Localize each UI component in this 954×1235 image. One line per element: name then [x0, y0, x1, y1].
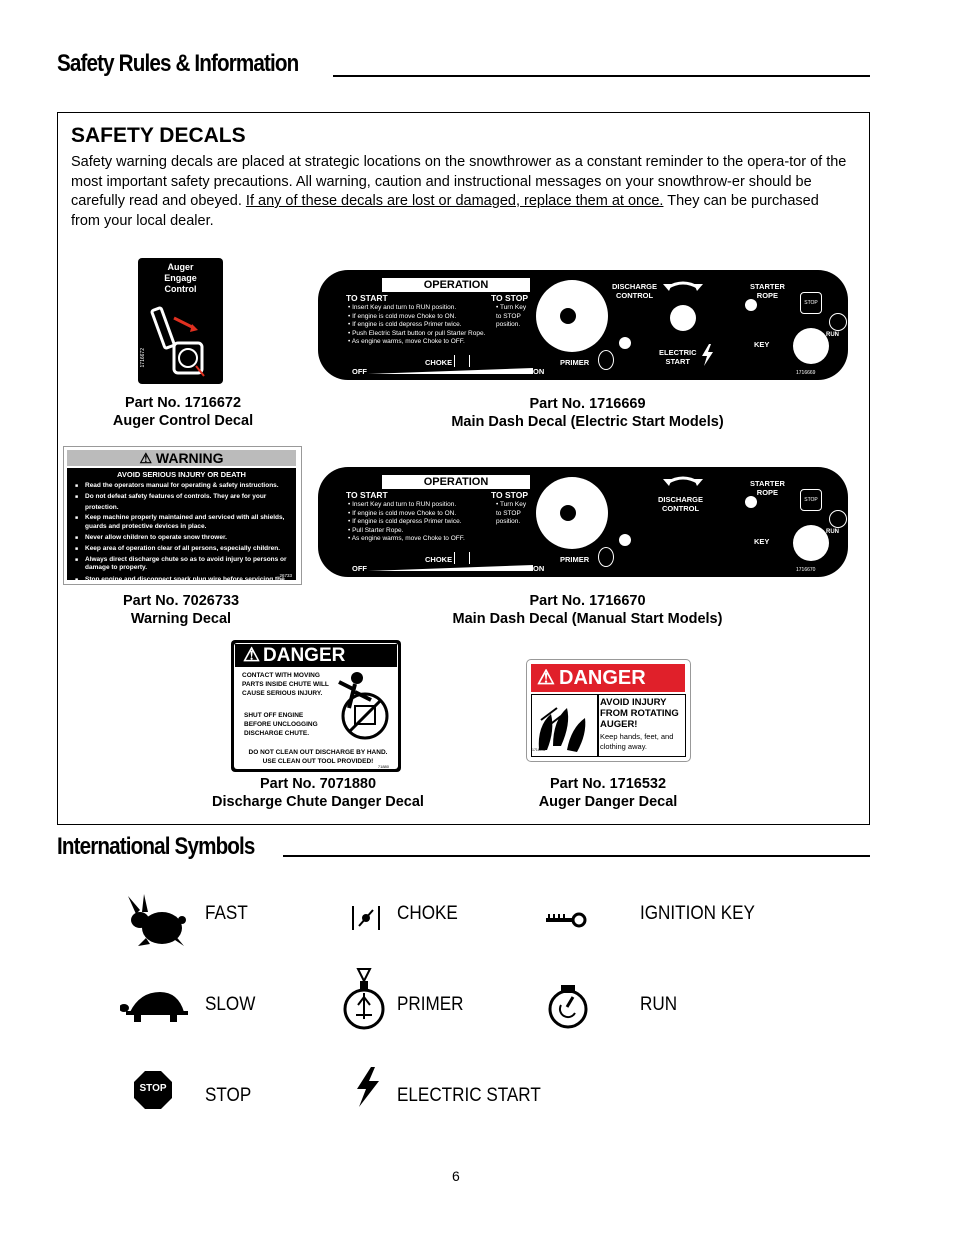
main-dash-manual-part: Part No. 1716670: [529, 593, 646, 609]
safety-decals-intro: [71, 153, 851, 231]
to-start: TO START: [346, 490, 388, 500]
warning-line: ■ Never allow children to operate snow thrower.: [75, 533, 290, 544]
discharge-chute-caption: [198, 775, 438, 811]
main-dash-electric-decal: [318, 270, 848, 380]
page-title: Safety Rules & Information: [57, 50, 299, 77]
international-rule: [283, 855, 870, 857]
to-stop: TO STOP: [491, 490, 529, 500]
start-steps: [348, 304, 485, 347]
start-steps: [348, 501, 465, 544]
step: • Push Electric Start button or pull Starter Rope.: [348, 329, 486, 337]
step: to STOP: [496, 509, 521, 517]
danger-header: [531, 664, 685, 692]
main-dash-electric-name: Main Dash Decal (Electric Start Models): [451, 414, 724, 430]
electric-text: ELECTRIC: [659, 348, 697, 357]
to-stop: TO STOP: [491, 293, 529, 303]
rope-dot: [745, 496, 757, 508]
warning-line: ■ Stop engine and disconnect spark plug wire before servicing the unit.: [75, 575, 290, 597]
run-icon: [547, 983, 589, 1031]
ignition-keyhole: [793, 525, 829, 561]
primer-icon: [598, 547, 614, 567]
auger-label-2: Engage: [164, 273, 197, 283]
step: position.: [496, 518, 521, 525]
intro-end: They can be purchased from your local dealer.: [71, 193, 819, 229]
warning-line: ■ Keep area of operation clear of all persons, especially children.: [75, 544, 290, 555]
choke-icon: [454, 355, 470, 367]
warning-decal: [63, 446, 302, 594]
step: • If engine is cold depress Primer twice.: [348, 321, 462, 328]
choke-slider-track: [368, 564, 533, 572]
auger-danger-decal: [526, 659, 691, 762]
primer-label: PRIMER: [560, 358, 590, 367]
warning-line: ■ Always direct discharge chute so as to avoid injury to persons or damage to property.: [75, 555, 290, 575]
choke-icon: [351, 904, 381, 932]
step: position.: [496, 321, 521, 328]
international-symbols-title: International Symbols: [57, 833, 255, 860]
auger-danger-code: 1716532: [532, 748, 546, 752]
auger-danger-line-2: Keep hands, feet, and clothing away.: [600, 732, 674, 751]
lightning-icon: [353, 1067, 381, 1107]
key-label: KEY: [754, 340, 770, 349]
operation-banner: OPERATION: [382, 278, 530, 292]
alert-icon: ⚠: [243, 645, 261, 666]
warning-line: ■ Do not defeat safety features of controls. They are for your protection.: [75, 492, 290, 514]
control-text: CONTROL: [615, 291, 654, 300]
dash-code: 1716670: [796, 567, 816, 573]
symbol-label-run: RUN: [640, 994, 678, 1015]
off-label: OFF: [352, 367, 367, 376]
step: • As engine warms, move Choke to OFF.: [348, 535, 465, 542]
start-text: START: [665, 357, 690, 366]
step: • Insert Key and turn to RUN position.: [348, 304, 457, 311]
auger-control-part: Part No. 1716672: [124, 395, 242, 411]
main-dash-manual-caption: [420, 592, 755, 628]
intro-underlined: If any of these decals are lost or damaged, replace them at once.: [245, 193, 664, 209]
chute-danger-line-1: CONTACT WITH MOVING PARTS INSIDE CHUTE WILL CAUSE SERIOUS INJURY.: [242, 672, 329, 697]
rope-text: ROPE: [756, 488, 779, 497]
symbol-label-fast: FAST: [205, 903, 248, 924]
run-label: RUN: [826, 332, 839, 338]
step: • Insert Key and turn to RUN position.: [348, 501, 457, 508]
stop-icon: STOP: [800, 292, 822, 314]
rope-text: ROPE: [756, 291, 779, 300]
auger-danger-part: Part No. 1716532: [549, 776, 667, 792]
discharge-chute-name: Discharge Chute Danger Decal: [212, 794, 424, 810]
title-rule: [333, 75, 870, 77]
run-label: RUN: [826, 529, 839, 535]
primer-icon: [342, 967, 386, 1031]
lightning-icon: [700, 344, 714, 366]
operation-banner: OPERATION: [382, 475, 530, 489]
primer-icon: [598, 350, 614, 370]
step: • Turn Key: [496, 304, 527, 311]
starter-rope-label: [750, 282, 785, 300]
step: • Pull Starter Rope.: [348, 526, 404, 534]
warning-line: ■ Read the operators manual for operating & safety instructions.: [75, 481, 290, 492]
primer-label: PRIMER: [560, 555, 590, 564]
main-dash-electric-caption: [420, 395, 755, 431]
symbol-label-slow: SLOW: [205, 994, 256, 1015]
discharge-control-label: [658, 495, 703, 513]
stop-icon: STOP: [800, 489, 822, 511]
main-dash-electric-part: Part No. 1716669: [529, 396, 646, 412]
step: • If engine is cold move Choke to ON.: [348, 312, 457, 320]
auger-hand-icon: [533, 696, 595, 754]
discharge-text: DISCHARGE: [658, 495, 704, 504]
symbol-label-electric-start: ELECTRIC START: [397, 1085, 541, 1106]
safety-decals-title: SAFETY DECALS: [71, 124, 246, 147]
symbol-label-ignition-key: IGNITION KEY: [640, 903, 755, 924]
rotate-arrow-icon: [663, 471, 703, 487]
turtle-icon: [120, 990, 190, 1024]
stop-steps: [496, 304, 526, 330]
auger-label-1: Auger: [167, 262, 194, 272]
step: • As engine warms, move Choke to OFF.: [348, 338, 465, 345]
starter-text: STARTER: [750, 479, 785, 488]
auger-control-decal: [138, 258, 223, 384]
rabbit-icon: [126, 894, 186, 948]
ignition-keyhole: [793, 328, 829, 364]
discharge-control-label: [612, 282, 657, 300]
auger-danger-header-text: DANGER: [559, 667, 646, 689]
choke-label: CHOKE: [425, 358, 453, 367]
main-dash-manual-name: Main Dash Decal (Manual Start Models): [452, 611, 723, 627]
discharge-text: DISCHARGE: [612, 282, 658, 291]
warning-line: ■ Keep machine properly maintained and serviced with all shields, guards and protective devices in place.: [75, 513, 290, 533]
key-icon: [546, 912, 588, 928]
step: • If engine is cold move Choke to ON.: [348, 509, 457, 517]
auger-control-name: Auger Control Decal: [112, 413, 254, 429]
to-start: TO START: [346, 293, 388, 303]
danger-header-text: DANGER: [263, 645, 346, 666]
run-icon: [829, 510, 847, 528]
warning-part: Part No. 7026733: [122, 593, 240, 609]
intro-text: Safety warning decals are placed at strategic locations on the snowthrower as a constant reminder to the opera-tor of the most important safety precautions. All warning, caution and instructional messages on your snowthrow-er should be carefully read and obeyed.: [71, 154, 847, 209]
step: to STOP: [496, 312, 521, 320]
alert-icon: ⚠: [139, 450, 156, 466]
auger-control-caption: [98, 394, 268, 430]
warning-name: Warning Decal: [130, 611, 232, 627]
discharge-knob: [670, 305, 696, 331]
primer-knob: [536, 477, 608, 549]
starter-text: STARTER: [750, 282, 785, 291]
stop-icon: [134, 1071, 172, 1109]
choke-slider-track: [368, 367, 533, 375]
stop-sign-text: STOP: [139, 1083, 167, 1094]
chute-code: 71880: [377, 764, 389, 769]
symbol-label-choke: CHOKE: [397, 903, 458, 924]
auger-danger-name: Auger Danger Decal: [538, 794, 678, 810]
run-icon: [829, 313, 847, 331]
alert-icon: ⚠: [537, 667, 555, 689]
starter-rope-label: [750, 479, 785, 497]
stop-steps: [496, 501, 526, 527]
auger-danger-line-1: AVOID INJURY FROM ROTATING AUGER!: [600, 697, 679, 730]
chute-danger-line-2: SHUT OFF ENGINE BEFORE UNCLOGGING DISCHARGE CHUTE.: [244, 712, 318, 737]
discharge-chute-danger-decal: [231, 640, 401, 772]
rotate-arrow-icon: [663, 276, 703, 292]
warning-code: 26733: [279, 573, 292, 578]
auger-danger-caption: [508, 775, 708, 811]
step: • If engine is cold depress Primer twice.: [348, 518, 462, 525]
control-text: CONTROL: [661, 504, 700, 513]
dash-code: 1716669: [796, 370, 816, 376]
symbol-label-stop: STOP: [205, 1085, 252, 1106]
choke-label: CHOKE: [425, 555, 453, 564]
on-label: ON: [533, 564, 545, 573]
chute-danger-line-3: DO NOT CLEAN OUT DISCHARGE BY HAND. USE CLEAN OUT TOOL PROVIDED!: [248, 749, 388, 765]
step: • Turn Key: [496, 501, 527, 508]
choke-icon: [454, 552, 470, 564]
primer-knob: [536, 280, 608, 352]
warning-header: [67, 450, 296, 466]
warning-caption: [95, 592, 267, 628]
key-label: KEY: [754, 537, 770, 546]
electric-start-label: [659, 348, 697, 366]
indicator-dot: [619, 534, 631, 546]
off-label: OFF: [352, 564, 367, 573]
auger-code: 1716672: [140, 348, 146, 368]
symbol-label-primer: PRIMER: [397, 994, 464, 1015]
warning-avoid: AVOID SERIOUS INJURY OR DEATH: [117, 470, 246, 479]
on-label: ON: [533, 367, 545, 376]
danger-header: [235, 644, 397, 667]
main-dash-manual-decal: [318, 467, 848, 577]
snowthrower-handle-icon: [146, 298, 218, 382]
indicator-dot: [619, 337, 631, 349]
discharge-chute-part: Part No. 7071880: [259, 776, 377, 792]
auger-label-3: Control: [164, 284, 197, 294]
person-chute-icon: [335, 670, 395, 742]
rope-dot: [745, 299, 757, 311]
warning-header-text: WARNING: [155, 450, 224, 466]
page-number: 6: [452, 1168, 460, 1184]
